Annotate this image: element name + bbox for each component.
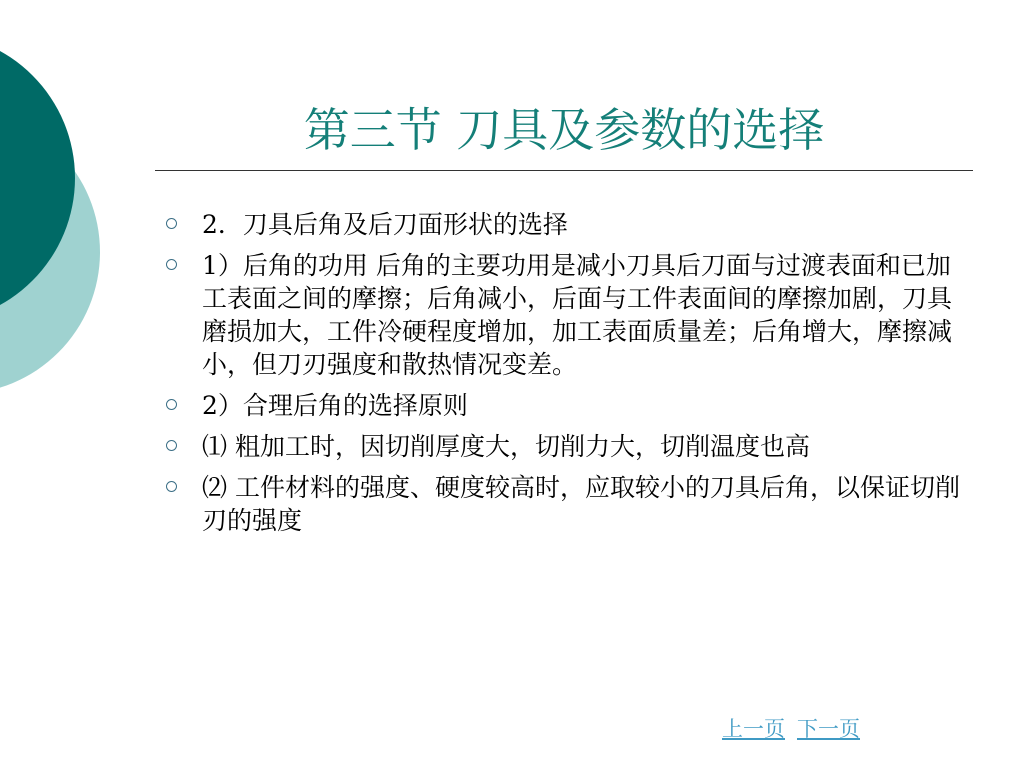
circle-bullet-icon [166, 218, 177, 229]
bullet-text: 2）合理后角的选择原则 [202, 391, 468, 420]
list-item [162, 389, 972, 422]
list-item [162, 208, 972, 241]
circle-bullet-icon [166, 399, 177, 410]
bullet-text: 1）后角的功用 后角的主要功用是减小刀具后刀面与过渡表面和已加工表面之间的摩擦；后角减小，后面与工件表面间的摩擦加剧，刀具磨损加大，工件冷硬程度增加，加工表面质量差；后角增大，摩擦减小，但刀刃强度和散热情况变差。 [202, 251, 953, 379]
list-item [162, 249, 972, 381]
bullet-text: ⑴ 粗加工时，因切削厚度大，切削力大，切削温度也高 [202, 432, 810, 461]
dark-teal-circle [0, 33, 75, 323]
circle-bullet-icon [166, 481, 177, 492]
left-decorative-circles [0, 0, 120, 420]
page-title: 第三节 刀具及参数的选择 [303, 103, 825, 157]
bullet-list [162, 208, 972, 545]
list-item [162, 430, 972, 463]
bullet-text: 2．刀具后角及后刀面形状的选择 [202, 210, 568, 239]
circle-bullet-icon [166, 440, 177, 451]
next-page-link[interactable]: 下一页 [797, 717, 860, 741]
prev-page-link[interactable]: 上一页 [722, 717, 785, 741]
light-teal-circle [0, 110, 100, 394]
list-item [162, 471, 972, 537]
title-divider [155, 170, 973, 171]
bullet-text: ⑵ 工件材料的强度、硬度较高时，应取较小的刀具后角，以保证切削刃的强度 [202, 473, 960, 535]
page-navigation [722, 714, 860, 744]
circle-bullet-icon [166, 259, 177, 270]
